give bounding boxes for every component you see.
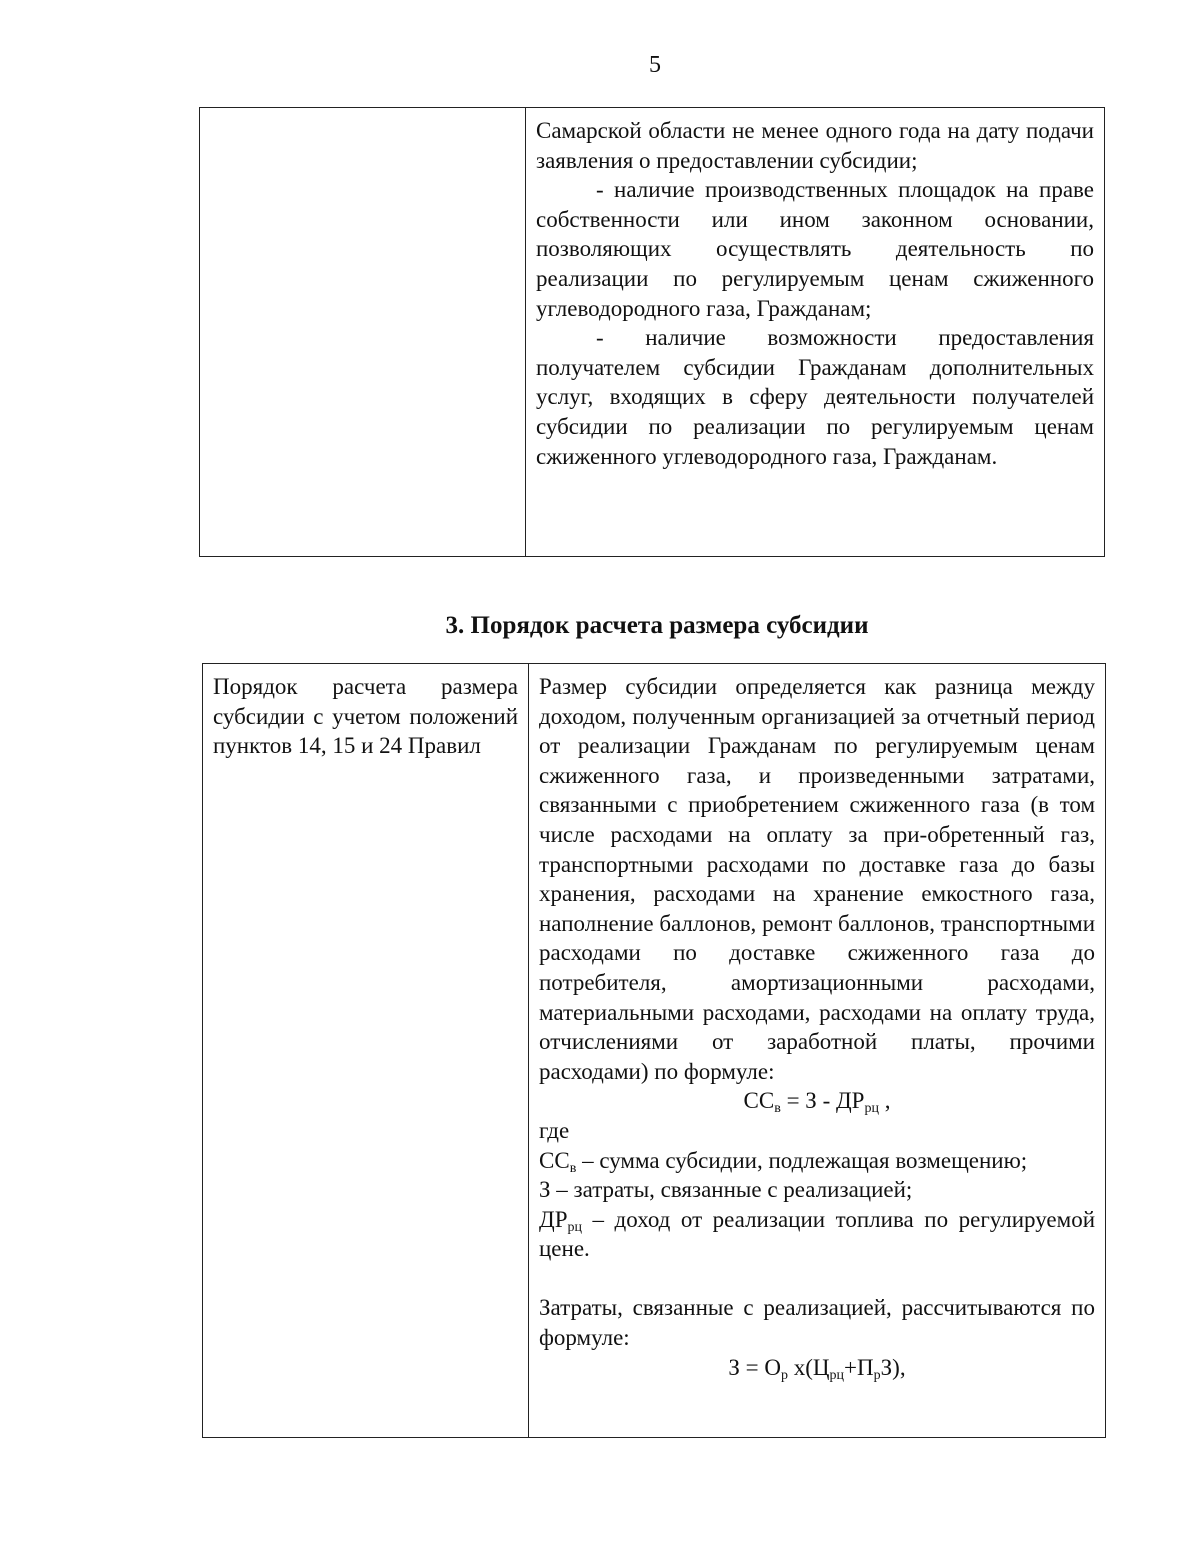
requirement-paragraph: Самарской области не менее одного года на дату подачи заявления о предоставлении субсидии; <box>536 118 1094 173</box>
table-cell-right <box>529 664 1106 1438</box>
costs-description: Затраты, связанные с реализацией, рассчитываются по формуле: <box>539 1295 1095 1351</box>
page-number: 5 <box>649 52 661 78</box>
definition-income: $ДР_{рц}$ – доход от реализации топлива по регулируемой цене. <box>539 1206 1095 1262</box>
requirements-table-continued <box>199 107 1105 557</box>
spacer <box>539 1264 1095 1294</box>
formula-subsidy: $СС_в = З - ДР_{рц}$ , <box>743 1088 891 1117</box>
section-heading: 3. Порядок расчета размера субсидии <box>445 612 869 639</box>
table-cell-left: Порядок расчета размера субсидии с учетом положений пунктов 14, 15 и 24 Правил <box>203 664 529 1438</box>
table-cell-left <box>200 108 526 557</box>
definition-subsidy-sum: $СС_в$ – сумма субсидии, подлежащая возмещению; <box>539 1147 1028 1176</box>
requirement-paragraph: - наличие возможности предоставления получателем субсидии Гражданам дополнительных услуг, входящих в сферу деятельности получателей субсидии по реализации по регулируемым ценам сжиженного углеводородного газа, Гражданам. <box>536 325 1094 469</box>
where-label: где <box>539 1117 570 1143</box>
definition-costs: З – затраты, связанные с реализацией; <box>539 1177 913 1203</box>
table-row <box>203 664 1106 1438</box>
subsidy-calculation-table <box>202 663 1106 1438</box>
formula-costs: $З = О_р$ $х(Ц_{рц}+П_рЗ)$, <box>728 1354 906 1383</box>
table-cell-right <box>526 108 1105 557</box>
calculation-description: Размер субсидии определяется как разница между доходом, полученным организацией за отчетный период от реализации Гражданам по регулируемым ценам сжиженного газа, и произведенными затратами, связанными с приобретением сжиженного газа (в том числе расходами на оплату за при-обретенный газ, транспортными расходами по доставке газа до базы хранения, расходами на хранение емкостного газа, наполнение баллонов, ремонт баллонов, транспортными расходами по доставке сжиженного газа до потребителя, амортизационными расходами, материальными расходами, расходами на оплату труда, отчислениями от заработной платы, прочими расходами) по формуле: <box>539 674 1095 1084</box>
table-row <box>200 108 1105 557</box>
requirement-paragraph: - наличие производственных площадок на праве собственности или ином законном основании, позволяющих осуществлять деятельность по реализации по регулируемым ценам сжиженного углеводородного газа, Гражданам; <box>536 177 1094 321</box>
